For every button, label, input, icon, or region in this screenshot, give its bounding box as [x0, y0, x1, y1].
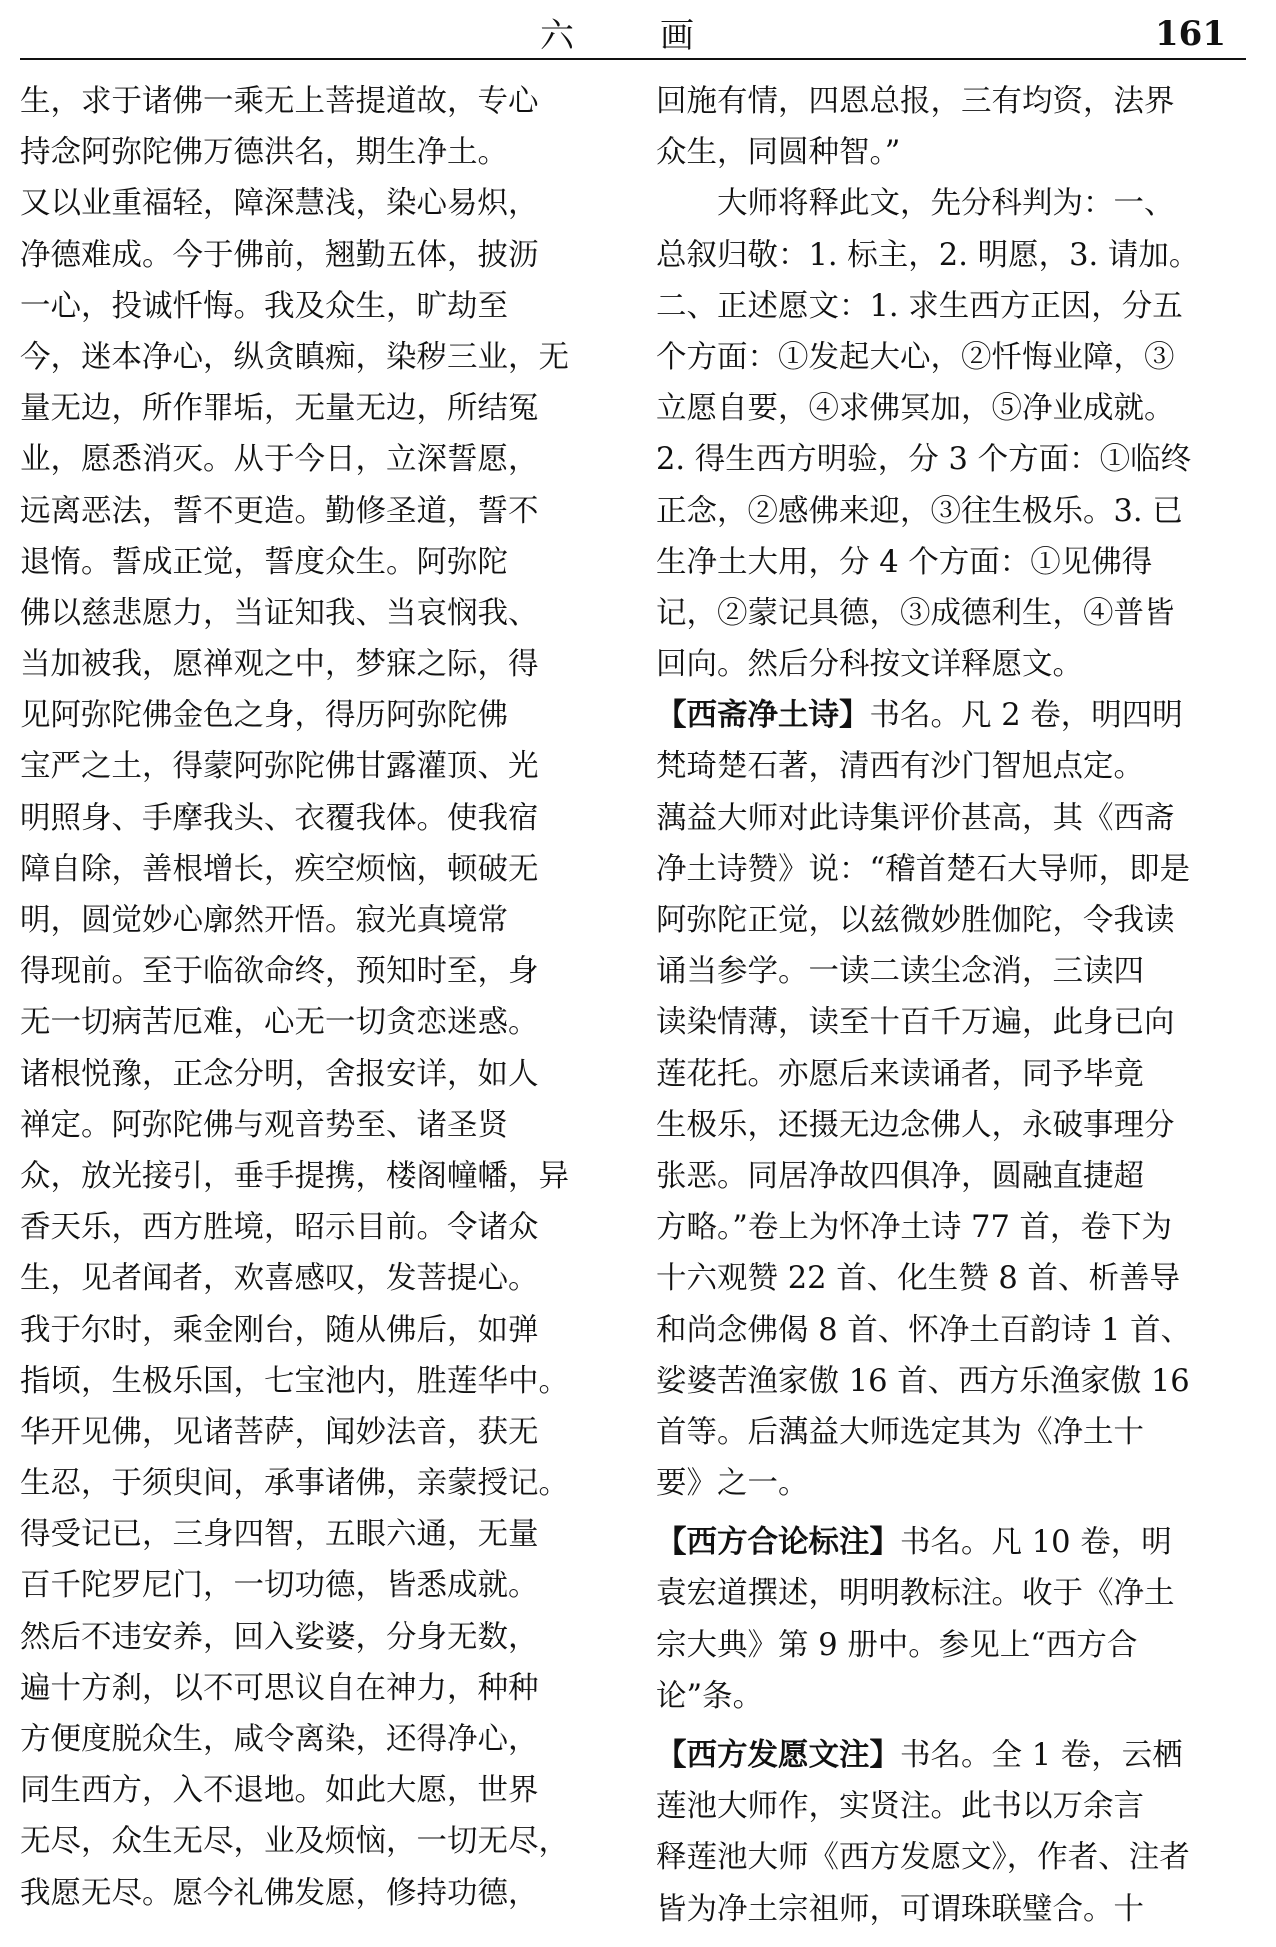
text-line: 香天乐，西方胜境，昭示目前。令诸众: [20, 1210, 539, 1246]
text-line: 然后不违安养，回入娑婆，分身无数，: [20, 1619, 539, 1655]
entry-first-line: [656, 1517, 1266, 1568]
running-head-title: 六 画: [540, 16, 720, 56]
text-line: 障自除，善根增长，疾空烦恼，顿破无: [20, 851, 539, 887]
text-line: 和尚念佛偈 8 首、怀净土百韵诗 1 首、: [656, 1312, 1192, 1348]
text-line: 生净土大用，分 4 个方面：①见佛得: [656, 544, 1153, 580]
text-line: 记，②蒙记具德，③成德利生，④普皆: [656, 595, 1175, 631]
dictionary-entry: [656, 1730, 1266, 1935]
text-line: 又以业重福轻，障深慧浅，染心易炽，: [20, 186, 539, 222]
text-line: 大师将释此文，先分科判为：一、: [656, 186, 1175, 222]
entry-definition-start: 书名。全 1 卷，云栖: [900, 1738, 1183, 1773]
left-column: [20, 76, 636, 1919]
text-line: 我于尔时，乘金刚台，随从佛后，如弹: [20, 1312, 539, 1348]
entry-definition-start: 书名。凡 10 卷，明: [900, 1525, 1172, 1561]
text-line: 莲花托。亦愿后来读诵者，同予毕竟: [656, 1056, 1144, 1092]
text-line: 娑婆苦渔家傲 16 首、西方乐渔家傲 16: [656, 1363, 1190, 1399]
text-line: 梵琦楚石著，清西有沙门智旭点定。: [656, 749, 1144, 785]
text-line: 皆为净土宗祖师，可谓珠联璧合。十: [656, 1891, 1144, 1927]
text-line: 华开见佛，见诸菩萨，闻妙法音，获无: [20, 1414, 539, 1450]
text-line: 得受记已，三身四智，五眼六通，无量: [20, 1517, 539, 1553]
text-line: 远离恶法，誓不更造。勤修圣道，誓不: [20, 493, 539, 529]
continued-text: [656, 76, 1266, 178]
text-line: 众，放光接引，垂手提携，楼阁幢幡，异: [20, 1158, 569, 1194]
text-line: 首等。后蕅益大师选定其为《净土十: [656, 1414, 1144, 1450]
text-line: 回施有情，四恩总报，三有均资，法界: [656, 84, 1175, 119]
summary-paragraph: [656, 178, 1266, 690]
text-line: 净土诗赞》说：“稽首楚石大导师，即是: [656, 851, 1191, 887]
text-line: 生极乐，还摄无边念佛人，永破事理分: [656, 1107, 1175, 1143]
text-line: 回向。然后分科按文详释愿文。: [656, 647, 1083, 683]
text-line: 张恶。同居净故四俱净，圆融直捷超: [656, 1158, 1144, 1194]
text-line: 个方面：①发起大心，②忏悔业障，③: [656, 339, 1175, 375]
text-line: 论”条。: [656, 1678, 764, 1714]
entry-list: [656, 690, 1266, 1935]
text-line: 指顷，生极乐国，七宝池内，胜莲华中。: [20, 1363, 569, 1399]
entry-headword: 【西方合论标注】: [656, 1525, 900, 1561]
text-line: 禅定。阿弥陀佛与观音势至、诸圣贤: [20, 1107, 508, 1143]
text-line: 方略。”卷上为怀净土诗 77 首，卷下为: [656, 1210, 1173, 1246]
entry-first-line: [656, 1730, 1266, 1781]
text-line: 净德难成。今于佛前，翘勤五体，披沥: [20, 237, 539, 273]
dictionary-entry: [656, 1517, 1266, 1722]
page-header: [0, 0, 1276, 60]
text-line: 正念，②感佛来迎，③往生极乐。3. 已: [656, 493, 1183, 529]
right-column: [656, 76, 1266, 1943]
text-line: 释莲池大师《西方发愿文》，作者、注者: [656, 1840, 1190, 1876]
text-line: 方便度脱众生，咸令离染，还得净心，: [20, 1722, 539, 1757]
entry-headword: 【西方发愿文注】: [656, 1738, 900, 1773]
text-line: 佛以慈悲愿力，当证知我、当哀悯我、: [20, 595, 539, 631]
text-line: 总叙归敬：1. 标主，2. 明愿，3. 请加。: [656, 237, 1200, 273]
text-line: 无一切病苦厄难，心无一切贪恋迷惑。: [20, 1005, 539, 1041]
text-line: 百千陀罗尼门，一切功德，皆悉成就。: [20, 1568, 539, 1604]
text-line: 今，迷本净心，纵贪瞋痴，染秽三业，无: [20, 339, 569, 375]
text-line: 同生西方，入不退地。如此大愿，世界: [20, 1773, 539, 1809]
dictionary-entry: [656, 690, 1266, 1509]
text-line: 生，求于诸佛一乘无上菩提道故，专心: [20, 84, 539, 119]
text-line: 十六观赞 22 首、化生赞 8 首、析善导: [656, 1261, 1180, 1297]
text-line: 莲池大师作，实贤注。此书以万余言: [656, 1789, 1144, 1825]
text-line: 当加被我，愿禅观之中，梦寐之际，得: [20, 647, 539, 683]
text-line: 袁宏道撰述，明明教标注。收于《净土: [656, 1576, 1175, 1612]
text-line: 量无边，所作罪垢，无量无边，所结冤: [20, 391, 539, 427]
text-line: 二、正述愿文：1. 求生西方正因，分五: [656, 288, 1183, 324]
text-line: 我愿无尽。愿今礼佛发愿，修持功德，: [20, 1875, 539, 1911]
text-line: 遍十方刹，以不可思议自在神力，种种: [20, 1670, 539, 1706]
text-line: 阿弥陀正觉，以兹微妙胜伽陀，令我读: [656, 903, 1175, 938]
text-line: 无尽，众生无尽，业及烦恼，一切无尽，: [20, 1824, 569, 1860]
text-line: 持念阿弥陀佛万德洪名，期生净土。: [20, 135, 508, 171]
text-line: 立愿自要，④求佛冥加，⑤净业成就。: [656, 391, 1175, 427]
text-line: 明照身、手摩我头、衣覆我体。使我宿: [20, 800, 539, 836]
entry-headword: 【西斋净土诗】: [656, 698, 870, 734]
text-line: 读染情薄，读至十百千万遍，此身已向: [656, 1005, 1175, 1041]
text-line: 蕅益大师对此诗集评价甚高，其《西斋: [656, 800, 1175, 836]
header-rule: [20, 58, 1246, 60]
text-line: 退惰。誓成正觉，誓度众生。阿弥陀: [20, 544, 508, 580]
text-line: 2. 得生西方明验，分 3 个方面：①临终: [656, 442, 1192, 478]
text-line: 要》之一。: [656, 1466, 809, 1502]
text-line: 诵当参学。一读二读尘念消，三读四: [656, 954, 1144, 990]
text-line: 得现前。至于临欲命终，预知时至，身: [20, 954, 539, 990]
text-line: 明，圆觉妙心廓然开悟。寂光真境常: [20, 903, 508, 938]
text-line: 宝严之土，得蒙阿弥陀佛甘露灌顶、光: [20, 749, 539, 785]
page-number: 161: [1155, 14, 1226, 54]
entry-first-line: [656, 690, 1266, 741]
text-line: 生忍，于须臾间，承事诸佛，亲蒙授记。: [20, 1466, 569, 1502]
text-line: 一心，投诚忏悔。我及众生，旷劫至: [20, 288, 508, 324]
entry-definition-start: 书名。凡 2 卷，明四明: [869, 698, 1183, 734]
text-line: 业，愿悉消灭。从于今日，立深誓愿，: [20, 442, 539, 478]
text-line: 见阿弥陀佛金色之身，得历阿弥陀佛: [20, 698, 508, 734]
text-line: 众生，同圆种智。”: [656, 135, 901, 171]
text-line: 生，见者闻者，欢喜感叹，发菩提心。: [20, 1261, 539, 1297]
text-line: 宗大典》第 9 册中。参见上“西方合: [656, 1627, 1138, 1663]
text-line: 诸根悦豫，正念分明，舍报安详，如人: [20, 1056, 539, 1092]
